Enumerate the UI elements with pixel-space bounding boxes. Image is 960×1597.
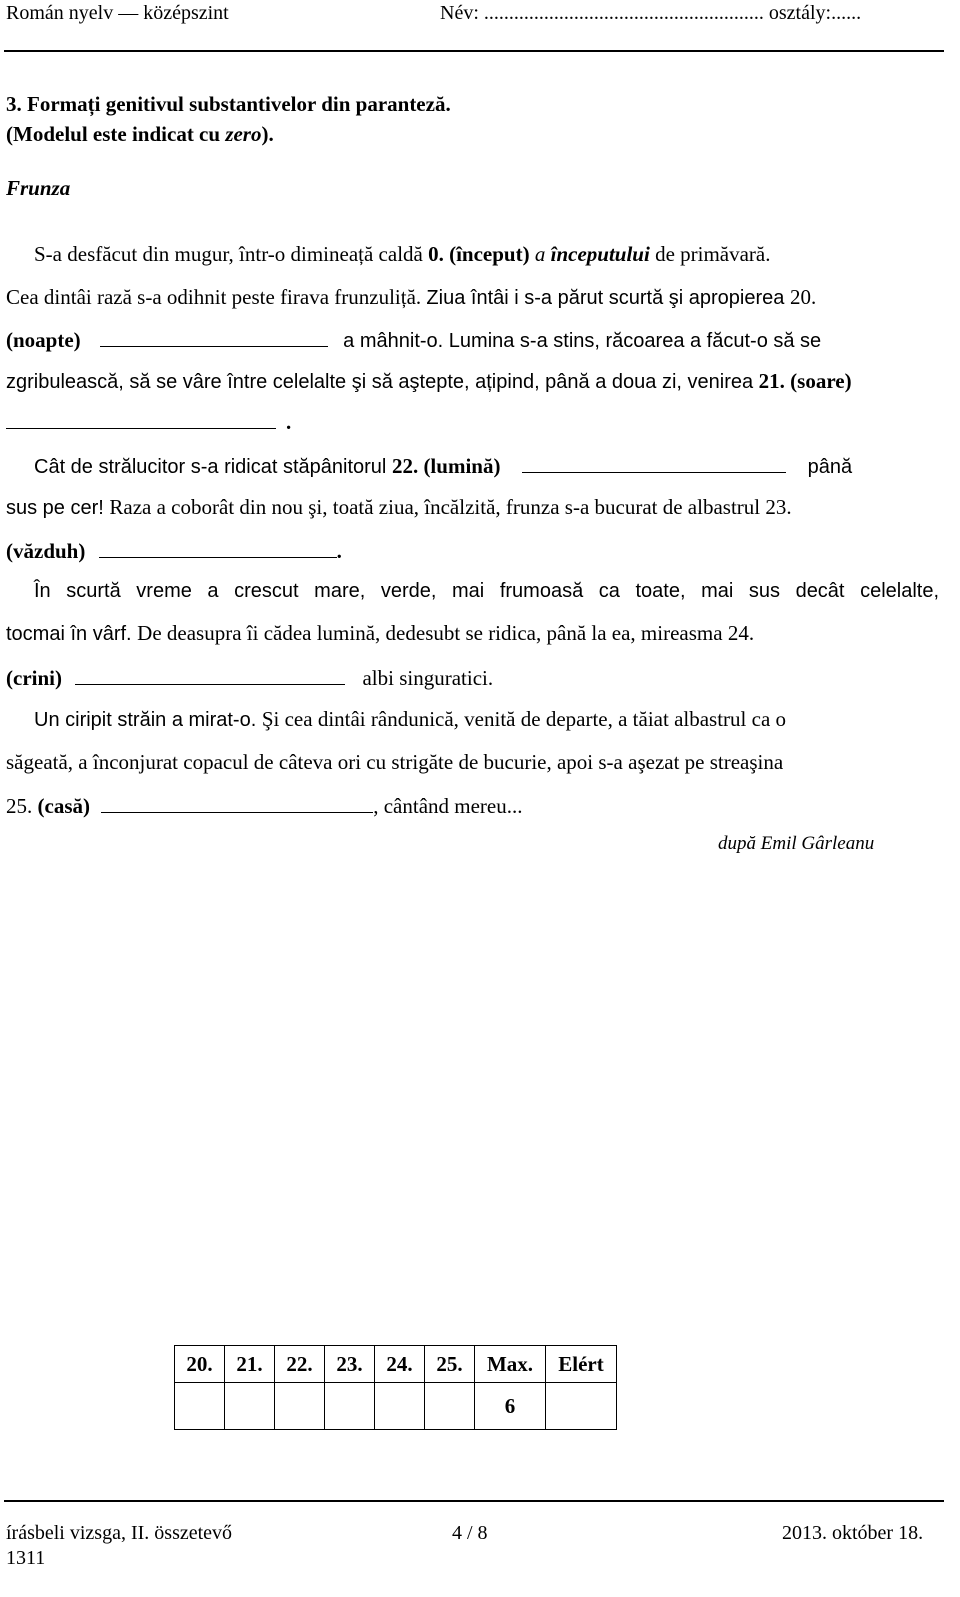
answer-blank-22[interactable] (522, 452, 786, 473)
passage-line-3 (6, 326, 941, 353)
score-cell-20[interactable] (175, 1383, 225, 1430)
line12-text-a: Un ciripit străin a mirat-o. (34, 709, 262, 731)
score-col-22: 22. (275, 1346, 325, 1383)
score-cell-22[interactable] (275, 1383, 325, 1430)
footer-rule (4, 1500, 944, 1502)
score-col-max: Max. (475, 1346, 546, 1383)
footer-date: 2013. október 18. (782, 1522, 924, 1544)
line6-end: până (807, 456, 853, 478)
passage-line-2 (6, 285, 941, 310)
score-cell-25[interactable] (425, 1383, 475, 1430)
item-23-noun: (văzduh) (6, 539, 86, 563)
score-cell-23[interactable] (325, 1383, 375, 1430)
score-max-value: 6 (475, 1383, 546, 1430)
line6-text: Cât de strălucitor s-a ridicat stăpânitorul (34, 456, 392, 478)
item-24-number: 24. (727, 621, 755, 645)
question-note (6, 122, 274, 147)
line12-text-b: Şi cea dintâi rândunică, venită de departe, a tăiat albastrul ca o (261, 707, 787, 731)
passage-line-9: În scurtă vreme a crescut mare, verde, mai frumoasă ca toate, mai sus decât celelalte, (34, 580, 939, 602)
footer-code: 1311 (6, 1547, 46, 1569)
score-col-25: 25. (425, 1346, 475, 1383)
passage-title: Frunza (6, 176, 71, 200)
line4-text: zgribulească, să se vâre între celelalte şi să aştepte, ațipind, până a doua zi, venirea (6, 371, 759, 393)
example-answer: începutului (550, 242, 650, 266)
score-col-21: 21. (225, 1346, 275, 1383)
item-22-noun: 22. (lumină) (391, 454, 501, 478)
line11-end: albi singuratici. (362, 666, 494, 690)
header-subject: Román nyelv — középszint (6, 2, 229, 24)
item-25-noun: (casă) (37, 794, 90, 818)
answer-blank-20[interactable] (100, 326, 328, 347)
line8-dot: . (336, 539, 342, 563)
passage-line-13: săgeată, a înconjurat copacul de câteva ori cu strigăte de bucurie, apoi s-a aşezat pe streaşina (6, 750, 784, 774)
example-zero-noun: 0. (început) (428, 242, 530, 266)
line3-text-b: a mâhnit-o. (343, 330, 449, 352)
passage-line-10 (6, 621, 941, 646)
score-cell-21[interactable] (225, 1383, 275, 1430)
line2-text-b: Ziua întâi i s-a părut scurtă şi apropierea (426, 287, 790, 309)
line7-text-a: sus pe cer! (6, 497, 110, 519)
score-col-23: 23. (325, 1346, 375, 1383)
line2-text-a: Cea dintâi rază s-a odihnit peste firava frunzuliță. (6, 285, 427, 309)
question-note-a: (Modelul este indicat cu (6, 122, 226, 146)
score-col-achieved: Elért (546, 1346, 617, 1383)
answer-blank-25[interactable] (101, 792, 373, 813)
line10-text-b: De deasupra îi cădea lumină, dedesubt se ridica, până la ea, mireasma (137, 621, 728, 645)
score-cell-24[interactable] (375, 1383, 425, 1430)
header-name-class: Név: ........................................................ osztály:...... (440, 2, 862, 24)
passage-line-12 (34, 707, 941, 732)
footer-page-number: 4 / 8 (452, 1522, 488, 1544)
passage-source: după Emil Gârleanu (718, 833, 875, 854)
passage-line-14 (6, 792, 941, 819)
score-col-24: 24. (375, 1346, 425, 1383)
answer-blank-21[interactable] (6, 408, 276, 429)
item-20-number: 20. (789, 285, 817, 309)
line5-dot: . (286, 410, 292, 434)
question-title: 3. Formați genitivul substantivelor din paranteză. (6, 92, 451, 116)
answer-blank-23[interactable] (99, 537, 337, 558)
passage-line-6 (34, 452, 941, 479)
line14-end: , cântând mereu... (373, 794, 523, 818)
line7-text-b: Raza a coborât din nou şi, toată ziua, încălzită, frunza s-a bucurat de albastrul (109, 495, 766, 519)
header-rule (4, 50, 944, 52)
passage-line-11 (6, 664, 941, 691)
example-article: a (534, 242, 546, 266)
question-note-c: ). (261, 122, 274, 146)
passage-line-1 (34, 242, 941, 267)
passage-line-5 (6, 408, 941, 435)
footer-exam-label: írásbeli vizsga, II. összetevő (6, 1522, 233, 1544)
item-20-noun: (noapte) (6, 328, 81, 352)
score-value-row (175, 1383, 617, 1430)
line3-text-c: Lumina s-a stins, răcoarea a făcut-o să se (448, 330, 822, 352)
score-header-row (175, 1346, 617, 1383)
line1-text: S-a desfăcut din mugur, într-o dimineață caldă (34, 242, 429, 266)
passage-line-8 (6, 537, 941, 564)
line10-text-a: tocmai în vârf. (6, 623, 138, 645)
score-cell-achieved[interactable] (546, 1383, 617, 1430)
question-note-zero: zero (225, 122, 262, 146)
answer-blank-24[interactable] (75, 664, 345, 685)
line1-end: de primăvară. (649, 242, 771, 266)
score-table (174, 1345, 617, 1430)
score-col-20: 20. (175, 1346, 225, 1383)
item-25-number: 25. (6, 794, 38, 818)
item-23-number: 23. (765, 495, 792, 519)
passage-line-4 (6, 369, 941, 394)
item-24-noun: (crini) (6, 666, 62, 690)
item-21-noun: 21. (soare) (758, 369, 852, 393)
passage-line-7 (6, 495, 941, 520)
